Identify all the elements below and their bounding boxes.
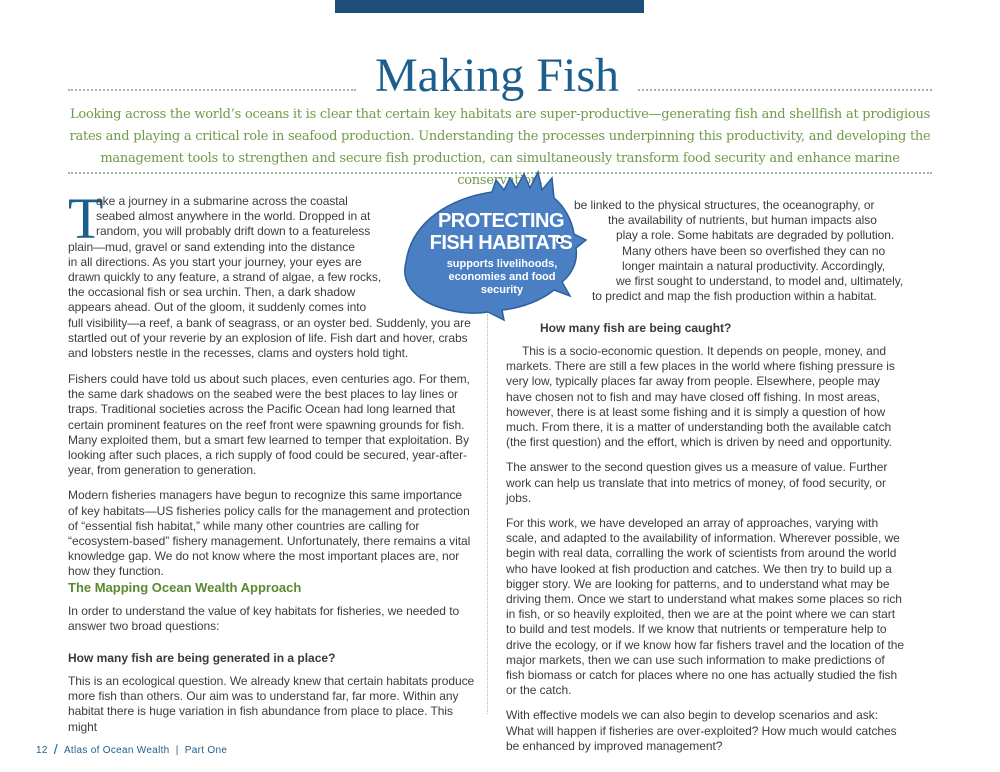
page-title: Making Fish	[374, 49, 620, 102]
wrap-line: to predict and map the fish production within a habitat.	[592, 289, 877, 304]
column-divider	[487, 314, 488, 714]
intro-line: startled out of your reverie by an explosion of life. Fish dart and hover, crabs	[68, 330, 468, 345]
callout-title: PROTECTING FISH HABITATS	[429, 210, 573, 254]
intro-line: appears ahead. Out of the gloom, it suddenly comes into	[68, 300, 367, 315]
intro-line: plain—mud, gravel or sand extending into the distance	[68, 239, 355, 254]
top-accent-bar	[335, 0, 644, 13]
question-heading: How many fish are being generated in a place?	[68, 651, 336, 665]
left-column-lower	[68, 604, 473, 634]
intro-line: full visibility—a reef, a bank of seagrass, or an oyster bed. Suddenly, you are	[68, 315, 471, 330]
page-number: 12	[36, 745, 48, 756]
wrap-line: play a role. Some habitats are degraded by pollution.	[616, 228, 895, 243]
paragraph: Fishers could have told us about such places, even centuries ago. For them, the same dark shadows on the seabed were the best places to lay lines or traps. Traditional societies across the Pacific Ocean had long learned that certain prominent features on the reef front were spawning grounds for fish. Many exploited them, but a smart few learned to temper that exploitation. By looking after such places, a rich supply of food could be secured, year-after-year, from generation to generation.	[68, 372, 470, 478]
wrap-line: be linked to the physical structures, the oceanography, or	[574, 198, 875, 212]
intro-line: random, you will probably drift down to a featureless	[96, 224, 371, 239]
wrap-line: the availability of nutrients, but human impacts also	[608, 213, 877, 228]
footer-slash-icon: /	[53, 741, 58, 757]
drop-cap: T	[68, 186, 104, 251]
paragraph: This is an ecological question. We already knew that certain habitats produce more fish than others. Our aim was to understand far, far more. Within any habitat there is huge variation in fish abundance from place to place. This might	[68, 674, 475, 734]
wrap-line: we first sought to understand, to model and, ultimately,	[616, 274, 904, 289]
wrap-line: Many others have been so overfished they can no	[622, 243, 886, 258]
intro-line: ake a journey in a submarine across the coastal	[96, 194, 348, 208]
page-footer	[36, 740, 227, 756]
paragraph: In order to understand the value of key habitats for fisheries, we needed to answer two broad questions:	[68, 604, 460, 634]
intro-line: the occasional fish or sea urchin. Then, a dark shadow	[68, 285, 356, 300]
fish-callout	[392, 170, 602, 330]
section-heading: The Mapping Ocean Wealth Approach	[68, 580, 302, 595]
intro-line: and lobsters nestle in the recesses, clams and oysters hold tight.	[68, 346, 409, 361]
left-column	[68, 372, 473, 590]
left-column-bottom	[68, 674, 476, 735]
paragraph: For this work, we have developed an array of approaches, varying with scale, and adapted to the availability of information. Wherever possible, we begin with real data, corralling the work of scientists from around the world who have looked at fish production and catches. We then try to build up a bigger story. We are looking for patterns, and to understand what may be driving them. Once we start to understand what makes some places so rich in fish, or so heavily exploited, then we are at the point where we can start to build and test models. If we know that nutrients or temperature help to drive the ecology, or if we know how far fishers travel and the location of the major markets, then we can use such information to make predictions of fish biomass or catch for places where no one has actually studied the fish or the catch.	[506, 516, 905, 698]
title-rule-left	[68, 89, 356, 91]
right-wrap-lines	[574, 198, 904, 304]
title-rule-right	[638, 89, 932, 91]
footer-text: Atlas of Ocean Wealth | Part One	[63, 745, 228, 756]
question-heading: How many fish are being caught?	[540, 321, 732, 335]
paragraph: Modern fisheries managers have begun to recognize this same importance of key habitats—US fisheries policy calls for the management and protection of “essential fish habitat,” while many other countries are calling for “ecosystem-based” fishery management. Unfortunately, there remains a vital knowledge gap. We do not know where the most important places are, nor how they function.	[68, 488, 471, 579]
intro-subtitle: Looking across the world’s oceans it is clear that certain key habitats are super-productive—generating fish and shellfish at prodigious rates and playing a critical role in seafood production. Understanding the processes underpinning this productivity, and developing the management tools to strengthen and secure fish production, can simultaneously transform food security and enhance marine conservation.	[69, 107, 931, 188]
intro-line: seabed almost anywhere in the world. Dropped in at	[96, 209, 371, 224]
paragraph: The answer to the second question gives us a measure of value. Further work can help us translate that into metrics of money, of food security, or jobs.	[506, 460, 888, 505]
right-column	[506, 344, 906, 764]
title-row	[68, 50, 932, 110]
paragraph: This is a socio-economic question. It depends on people, money, and markets. There are still a few places in the world where fishing pressure is very low, typically places far away from people. Elsewhere, people may have chosen not to fish and may have closed off fishing. In most areas, however, there is at least some fishing and it is simply a question of how much. From there, it is a matter of understanding both the available catch (the first question) and the effort, which is driven by need and opportunity.	[506, 344, 895, 450]
callout-text: supports livelihoods, economies and food security	[446, 258, 558, 296]
intro-line: in all directions. As you start your journey, your eyes are	[68, 254, 362, 269]
wrap-line: longer maintain a natural productivity. Accordingly,	[622, 258, 886, 273]
intro-line: drawn quickly to any feature, a strand of algae, a few rocks,	[68, 270, 382, 285]
paragraph: With effective models we can also begin to develop scenarios and ask: What will happen if fisheries are over-exploited? How much would catches be enhanced by improved management?	[506, 708, 897, 753]
